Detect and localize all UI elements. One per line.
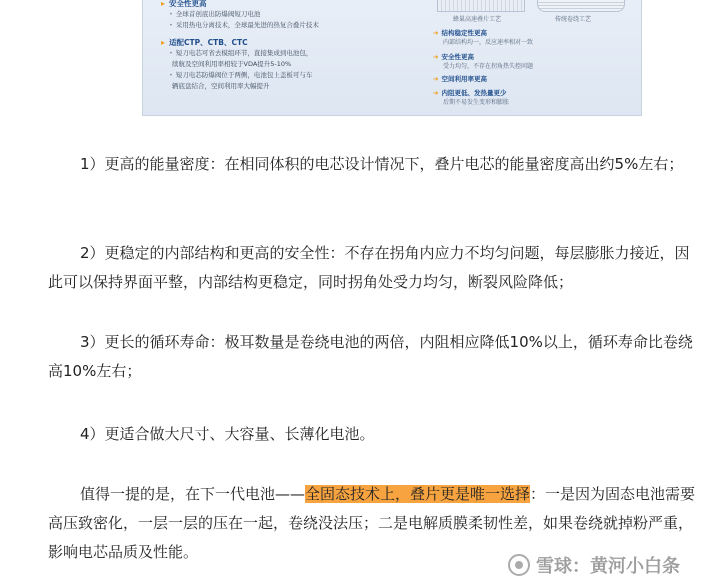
paragraph-text: 1）更高的能量密度：在相同体积的电芯设计情况下，叠片电芯的能量密度高出约5%左右；	[80, 155, 684, 173]
paragraph-text: 3）更长的循环寿命：极耳数量是卷绕电池的两倍，内阻相应降低10%以上，循环寿命比卷绕高10%左右；	[48, 333, 693, 380]
bullet-icon: ▸	[161, 38, 166, 47]
advantage-title: 结构稳定性更高	[441, 29, 487, 37]
advantage-item	[433, 28, 533, 46]
figure-right-panel	[433, 0, 633, 116]
winding-cell-picture	[537, 0, 625, 12]
advantage-title: 内阻更低、发热量更少	[441, 89, 507, 97]
figure-left-panel	[161, 0, 426, 94]
watermark	[508, 552, 680, 578]
arrow-icon: ➜	[433, 52, 439, 61]
highlighted-text: 全固态技术上，叠片更是唯一选择	[305, 485, 531, 503]
dot-icon: •	[169, 21, 173, 29]
dot-icon: •	[169, 49, 173, 57]
paragraph-text: ：一是因为固态电池需要高压致密化，一层一层的压在一起，卷绕没法压；二是电解质膜柔韧性差，如果卷绕就掉粉严重，影响电芯品质及性能。	[48, 485, 696, 561]
snowball-logo-icon	[508, 554, 530, 576]
picture-caption: 传统卷绕工艺	[555, 16, 592, 23]
figure-block	[161, 37, 426, 92]
figure-block-heading: 适配CTP、CTB、CTC	[169, 38, 248, 47]
figure-line: 短刀电芯防爆阀位于两侧，电池包上盖板可与车	[175, 71, 313, 79]
advantage-desc: 受力均匀，不存在拐角热失控问题	[443, 63, 534, 70]
arrow-icon: ➜	[433, 28, 439, 37]
advantage-item	[433, 74, 487, 83]
watermark-text: 雪球：黄河小白条	[536, 556, 680, 577]
advantage-item	[433, 88, 509, 106]
figure-line: 短刀电芯可省去模组环节，直接集成到电池包，	[175, 49, 313, 57]
advantage-title: 安全性更高	[441, 53, 474, 61]
dot-icon: •	[169, 71, 173, 79]
article-paragraph-4	[48, 420, 698, 449]
figure-line: 全球首创底出防爆阀短刀电池	[175, 10, 261, 18]
advantage-title: 空间利用率更高	[441, 75, 487, 83]
paragraph-text: 4）更适合做大尺寸、大容量、长薄化电池。	[80, 425, 375, 443]
bullet-icon: ▸	[161, 0, 166, 8]
advantage-desc: 内部结构均一，反应速率相对一致	[443, 39, 534, 46]
dot-icon: •	[169, 10, 173, 18]
article-figure	[142, 0, 642, 116]
figure-block	[161, 0, 426, 31]
figure-block-heading: 安全性更高	[169, 0, 207, 8]
paragraph-text: 2）更稳定的内部结构和更高的安全性：不存在拐角内应力不均匀问题，每层膨胀力接近，因此可以保持界面平整，内部结构更稳定，同时拐角处受力均匀，断裂风险降低；	[48, 244, 690, 291]
cell-process-pictures	[433, 0, 633, 22]
arrow-icon: ➜	[433, 74, 439, 83]
paragraph-text: 值得一提的是，在下一代电池——	[80, 485, 306, 503]
figure-line: 采用热电分离技术，全球最先进的热复合叠片技术	[175, 21, 319, 29]
article-paragraph-3	[48, 328, 698, 386]
arrow-icon: ➜	[433, 88, 439, 97]
stacking-cell-picture	[437, 0, 525, 12]
article-paragraph-1	[48, 150, 698, 179]
figure-line: 辆底盘结合，空间利用率大幅提升	[172, 82, 270, 90]
advantage-desc: 后期不易发生变形和膨胀	[443, 99, 510, 106]
advantage-item	[433, 52, 533, 70]
picture-caption: 蜂巢高速叠片工艺	[453, 16, 502, 23]
figure-line: 续航及空间利用率相较于VDA提升5-10%	[172, 60, 292, 68]
article-paragraph-2	[48, 239, 698, 297]
